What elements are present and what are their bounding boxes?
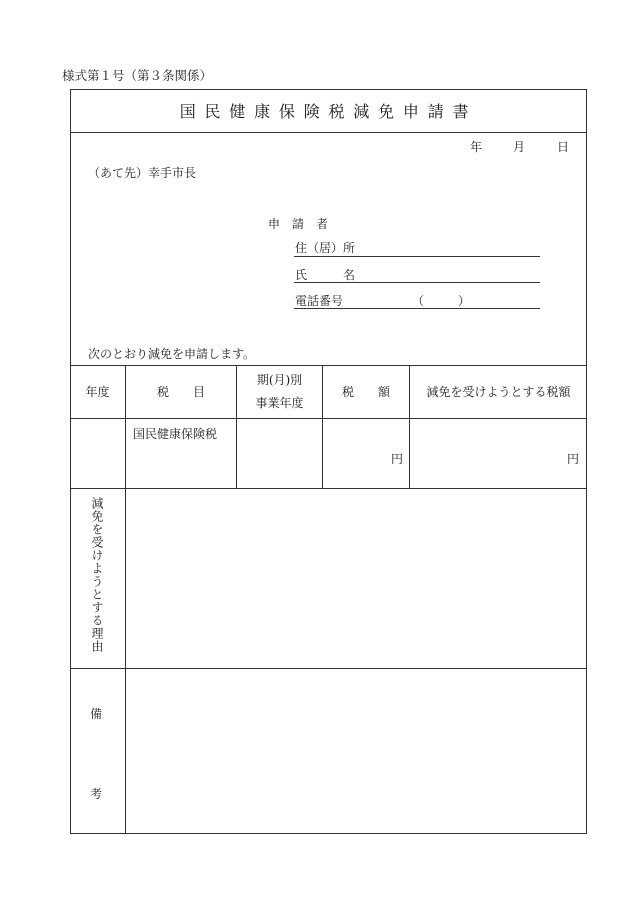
form-frame bbox=[70, 89, 587, 834]
header-tax-item: 税 目 bbox=[156, 385, 205, 399]
address-field[interactable] bbox=[294, 256, 540, 257]
header-amount: 税 額 bbox=[341, 385, 390, 399]
date-year-label: 年 bbox=[470, 140, 483, 154]
row-reduction-unit: 円 bbox=[567, 452, 580, 466]
phone-label: 電話番号 bbox=[295, 294, 344, 308]
header-period-line2: 事業年度 bbox=[255, 396, 304, 410]
name-field[interactable] bbox=[294, 282, 540, 283]
remarks-label-bottom: 考 bbox=[90, 787, 103, 801]
phone-field[interactable] bbox=[294, 308, 540, 309]
reason-label: 減免を受けようとする理由 bbox=[90, 497, 104, 653]
name-label: 氏 名 bbox=[295, 268, 356, 282]
table-header-divider bbox=[70, 418, 587, 419]
address-label: 住（居）所 bbox=[295, 241, 356, 255]
phone-paren-open: （ bbox=[412, 294, 425, 308]
header-period bbox=[237, 366, 322, 418]
row-amount-unit: 円 bbox=[391, 452, 404, 466]
applicant-heading: 申 請 者 bbox=[268, 217, 329, 231]
remarks-label-top: 備 bbox=[90, 707, 103, 721]
addressee: （あて先）幸手市長 bbox=[88, 166, 197, 180]
left-column-divider bbox=[125, 365, 126, 834]
title-divider bbox=[70, 132, 587, 133]
form-title: 国民健康保険税減免申請書 bbox=[179, 102, 478, 121]
reason-divider bbox=[70, 668, 587, 669]
header-reduction: 減免を受けようとする税額 bbox=[426, 385, 571, 399]
date-day-label: 日 bbox=[557, 140, 570, 154]
row-tax-item: 国民健康保険税 bbox=[133, 427, 218, 441]
date-month-label: 月 bbox=[513, 140, 526, 154]
header-period-line1: 期(月)別 bbox=[256, 373, 303, 387]
header-year: 年度 bbox=[85, 385, 110, 399]
phone-paren-close: ） bbox=[458, 294, 471, 308]
table-row-divider bbox=[70, 488, 587, 489]
request-statement: 次のとおり減免を申請します。 bbox=[88, 347, 256, 361]
form-number-caption: 様式第１号（第３条関係） bbox=[62, 68, 213, 83]
